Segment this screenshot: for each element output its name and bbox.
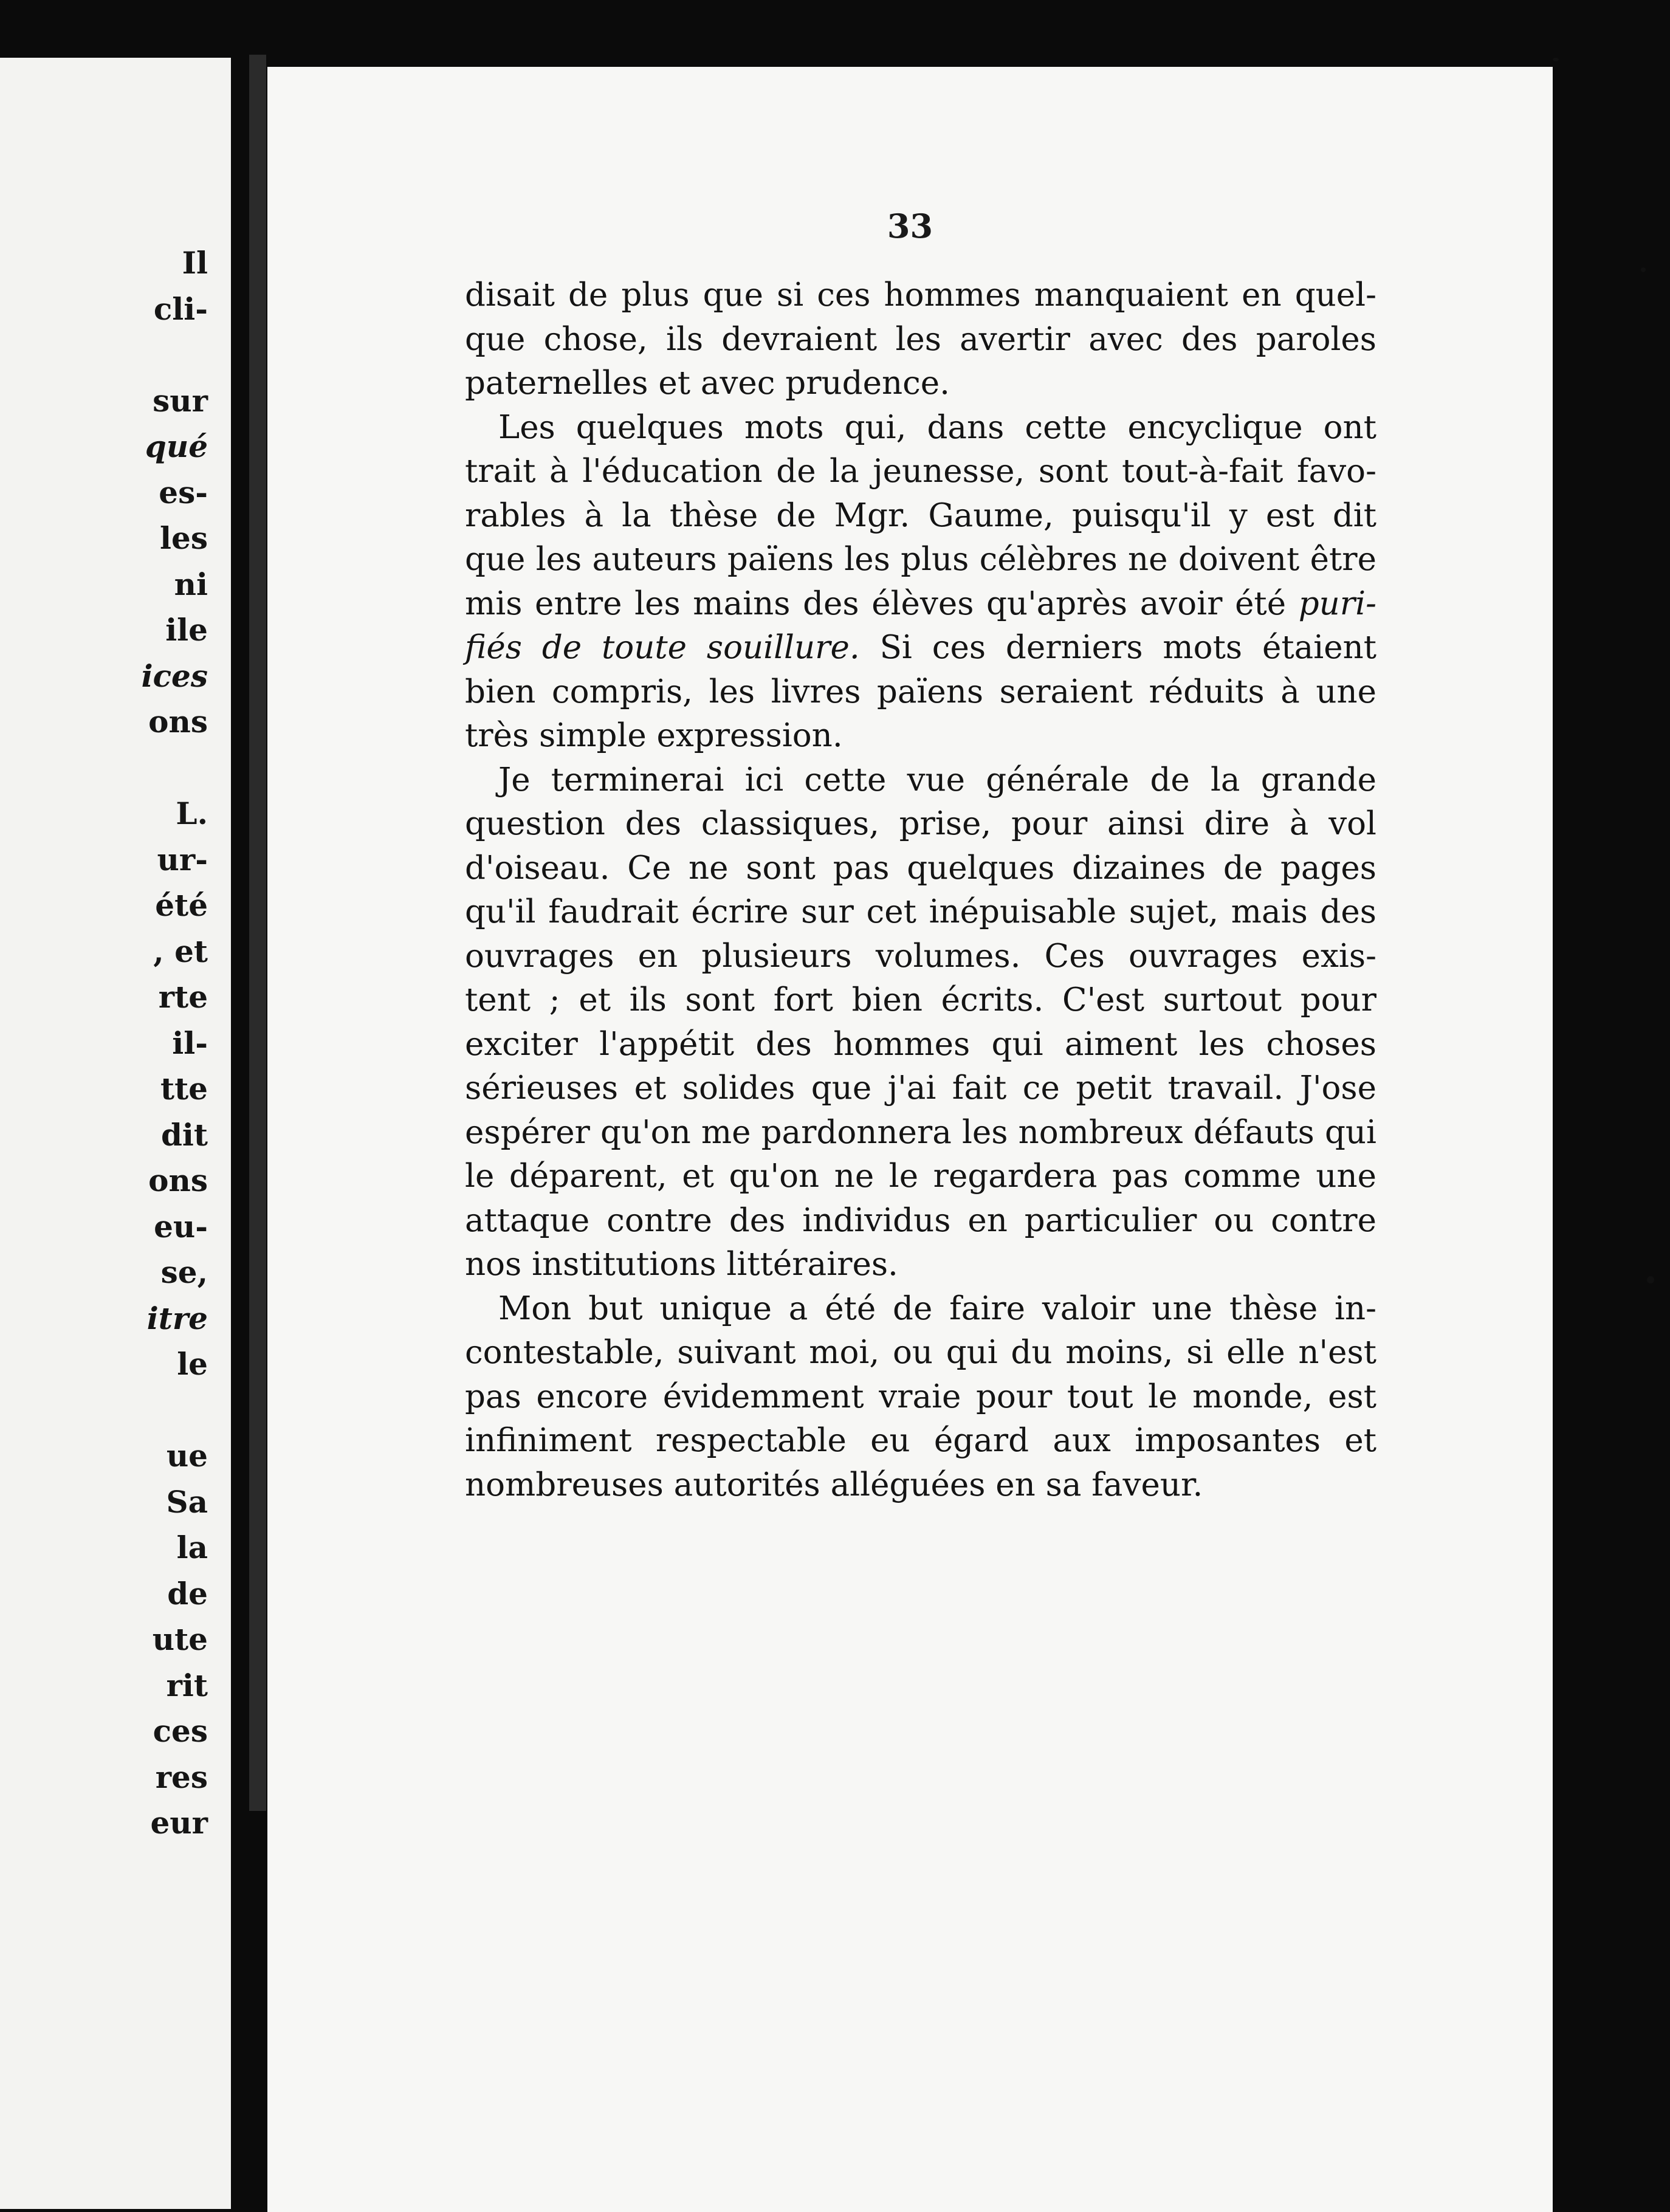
text-line: nombreuses autorités alléguées en sa faveur. xyxy=(465,1466,1203,1503)
previous-page-fragment-line: cli- xyxy=(153,290,208,327)
previous-page-fragment-line: , et xyxy=(153,933,208,969)
text-line: exciter l'appétit des hommes qui aiment les choses xyxy=(465,1025,1376,1063)
previous-page-fragment-line: les xyxy=(160,520,208,556)
paragraph xyxy=(465,1287,1376,1508)
text-line: trait à l'éducation de la jeunesse, sont tout-à-fait favo- xyxy=(465,453,1376,490)
text-line: Les quelques mots qui, dans cette encyclique ont xyxy=(498,408,1376,446)
text-line: que chose, ils devraient les avertir avec des paroles xyxy=(465,320,1376,358)
paragraph xyxy=(465,406,1376,758)
text-line: paternelles et avec prudence. xyxy=(465,365,950,402)
text-line: rables à la thèse de Mgr. Gaume, puisqu'il y est dit xyxy=(465,496,1376,534)
text-line: espérer qu'on me pardonnera les nombreux défauts qui xyxy=(465,1113,1376,1151)
previous-page-fragment-line: ue xyxy=(166,1438,208,1474)
previous-page-fragment-line: ices xyxy=(141,658,208,694)
text-line: fiés de toute souillure. Si ces derniers mots étaient xyxy=(465,629,1377,666)
text-line: qu'il faudrait écrire sur cet inépuisable sujet, mais des xyxy=(465,893,1376,930)
text-line: ouvrages en plusieurs volumes. Ces ouvrages exis- xyxy=(465,937,1376,975)
previous-page-fragment-line: ons xyxy=(148,1163,208,1198)
text-line: infiniment respectable eu égard aux imposantes et xyxy=(465,1422,1376,1459)
scan-speck xyxy=(1553,58,1559,61)
paragraph xyxy=(465,273,1376,406)
previous-page-fragment-line: eur xyxy=(150,1805,208,1841)
previous-page-fragment-line: es- xyxy=(159,474,208,510)
previous-page-fragment-line: se, xyxy=(160,1254,208,1290)
previous-page-fragment-line: ni xyxy=(174,566,208,602)
previous-page-fragment-line xyxy=(86,332,208,378)
previous-page-fragment-line: rit xyxy=(166,1667,208,1703)
previous-page-fragment-line: ons xyxy=(148,704,208,740)
scan-speck xyxy=(1641,267,1646,272)
previous-page-fragment-line: ute xyxy=(152,1621,208,1657)
text-line: nos institutions littéraires. xyxy=(465,1246,898,1283)
previous-page-fragment-line: le xyxy=(177,1346,208,1382)
book-gutter xyxy=(249,55,266,1811)
text-line: d'oiseau. Ce ne sont pas quelques dizaines de pages xyxy=(465,849,1376,887)
previous-page-fragment-line: ur- xyxy=(157,841,208,878)
text-line: que les auteurs païens les plus célèbres ne doivent être xyxy=(465,541,1376,578)
previous-page-line-endings xyxy=(86,240,208,1846)
previous-page-fragment-line: il- xyxy=(172,1025,208,1061)
previous-page-fragment-line: la xyxy=(176,1530,208,1565)
text-line: pas encore évidemment vraie pour tout le monde, est xyxy=(465,1378,1376,1415)
previous-page-fragment-line xyxy=(86,745,208,791)
paragraph xyxy=(465,758,1376,1287)
previous-page-fragment-line: eu- xyxy=(154,1208,208,1245)
text-line: bien compris, les livres païens seraient réduits à une xyxy=(465,673,1376,710)
previous-page-fragment-line: tte xyxy=(160,1071,208,1107)
previous-page-fragment-line: ces xyxy=(153,1713,208,1749)
previous-page-fragment-line: été xyxy=(155,887,208,923)
page-body xyxy=(465,273,1376,1507)
page-number: 33 xyxy=(887,207,933,246)
previous-page-fragment-line: itre xyxy=(146,1300,208,1336)
text-line: disait de plus que si ces hommes manquaient en quel- xyxy=(465,276,1376,314)
previous-page-fragment-line: de xyxy=(167,1575,208,1612)
text-line: très simple expression. xyxy=(465,717,843,754)
text-line: Je terminerai ici cette vue générale de la grande xyxy=(498,761,1376,799)
previous-page-fragment xyxy=(0,58,231,2209)
previous-page-fragment-line: dit xyxy=(160,1116,208,1153)
previous-page-fragment-line: qué xyxy=(145,428,208,464)
text-line: le déparent, et qu'on ne le regardera pas comme une xyxy=(465,1158,1376,1195)
previous-page-fragment-line: ile xyxy=(165,612,208,648)
text-line: Mon but unique a été de faire valoir une thèse in- xyxy=(498,1290,1376,1327)
text-line: mis entre les mains des élèves qu'après avoir été puri- xyxy=(465,585,1376,622)
previous-page-fragment-line: Il xyxy=(182,245,208,281)
scan-speck xyxy=(1647,1276,1654,1283)
previous-page-fragment-line: L. xyxy=(176,795,208,831)
text-line: contestable, suivant moi, ou qui du moins, si elle n'est xyxy=(465,1334,1376,1371)
text-line: attaque contre des individus en particulier ou contre xyxy=(465,1201,1376,1239)
text-line: sérieuses et solides que j'ai fait ce petit travail. J'ose xyxy=(465,1070,1376,1107)
previous-page-fragment-line xyxy=(86,1387,208,1434)
page xyxy=(267,67,1553,2212)
text-line: question des classiques, prise, pour ainsi dire à vol xyxy=(465,805,1376,842)
previous-page-fragment-line: Sa xyxy=(166,1483,208,1520)
previous-page-fragment-line: rte xyxy=(158,979,208,1015)
previous-page-fragment-line: res xyxy=(155,1759,208,1795)
text-line: tent ; et ils sont fort bien écrits. C'est surtout pour xyxy=(465,981,1376,1018)
previous-page-fragment-line: sur xyxy=(153,382,208,419)
